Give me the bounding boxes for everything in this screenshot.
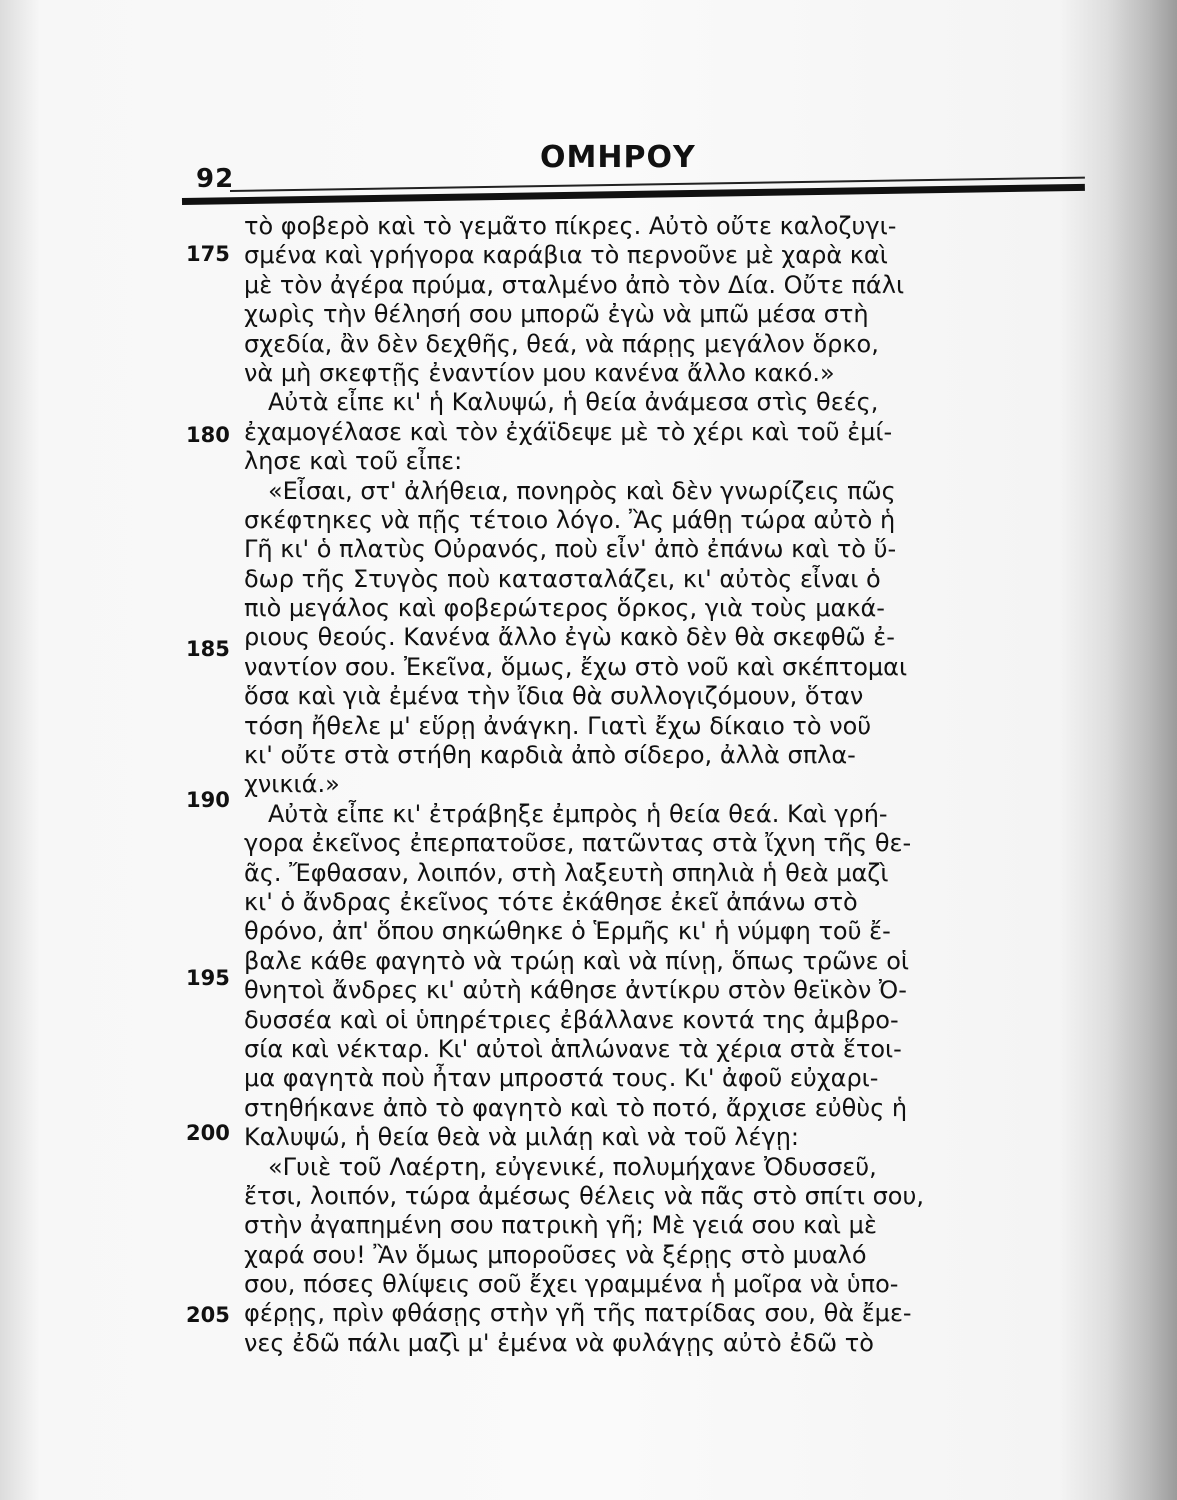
- text-line: δωρ τῆς Στυγὸς ποὺ κατασταλάζει, κι' αὐτὸς εἶναι ὁ: [244, 564, 881, 593]
- text-line: λησε καὶ τοῦ εἶπε:: [244, 447, 463, 476]
- text-line: σμένα καὶ γρήγορα καράβια τὸ περνοῦνε μὲ χαρὰ καὶ: [244, 241, 888, 270]
- text-line: «Γυιὲ τοῦ Λαέρτη, εὐγενικέ, πολυμήχανε Ὀδυσσεῦ,: [268, 1152, 877, 1181]
- page-edge-shadow: [1107, 0, 1177, 1500]
- line-number: 205: [186, 1303, 230, 1327]
- text-line: δυσσέα καὶ οἱ ὑπηρέτριες ἐβάλλανε κοντά της ἀμβρο-: [244, 1005, 899, 1034]
- line-number: 185: [186, 637, 230, 661]
- text-line: κι' ὁ ἄνδρας ἐκεῖνος τότε ἐκάθησε ἐκεῖ ἀπάνω στὸ: [244, 887, 858, 916]
- text-line: «Εἶσαι, στ' ἀλήθεια, πονηρὸς καὶ δὲν γνωρίζεις πῶς: [268, 476, 896, 505]
- line-number: 180: [186, 423, 230, 447]
- text-line: ᾶς. Ἔφθασαν, λοιπόν, στὴ λαξευτὴ σπηλιὰ ἡ θεὰ μαζὶ: [244, 858, 889, 887]
- text-line: σκέφτηκες νὰ πῇς τέτοιο λόγο. Ἂς μάθῃ τώρα αὐτὸ ἡ: [244, 505, 896, 534]
- text-line: μὲ τὸν ἀγέρα πρύμα, σταλμένο ἀπὸ τὸν Δία. Οὔτε πάλι: [244, 270, 905, 299]
- line-number: 195: [186, 966, 230, 990]
- text-line: Αὐτὰ εἶπε κι' ἡ Καλυψώ, ἡ θεία ἀνάμεσα στὶς θεές,: [268, 388, 879, 417]
- text-line: νὰ μὴ σκεφτῇς ἐναντίον μου κανένα ἄλλο κακό.»: [244, 358, 835, 387]
- text-line: βαλε κάθε φαγητὸ νὰ τρώῃ καὶ νὰ πίνῃ, ὅπως τρῶνε οἱ: [244, 946, 910, 975]
- text-line: ἐχαμογέλασε καὶ τὸν ἐχάϊδεψε μὲ τὸ χέρι καὶ τοῦ ἐμί-: [244, 417, 893, 446]
- text-line: μα φαγητὰ ποὺ ἦταν μπροστά τους. Κι' ἀφοῦ εὐχαρι-: [244, 1064, 879, 1093]
- text-line: Αὐτὰ εἶπε κι' ἐτράβηξε ἐμπρὸς ἡ θεία θεά. Καὶ γρή-: [268, 799, 888, 828]
- text-line: ριους θεούς. Κανένα ἄλλο ἐγὼ κακὸ δὲν θὰ σκεφθῶ ἐ-: [244, 623, 895, 652]
- text-line: τόση ἤθελε μ' εὕρῃ ἀνάγκη. Γιατὶ ἔχω δίκαιο τὸ νοῦ: [244, 711, 872, 740]
- body-text: [244, 212, 1094, 1358]
- text-line: πιὸ μεγάλος καὶ φοβερώτερος ὅρκος, γιὰ τοὺς μακά-: [244, 594, 885, 623]
- text-line: ἔτσι, λοιπόν, τώρα ἀμέσως θέλεις νὰ πᾶς στὸ σπίτι σου,: [244, 1181, 925, 1210]
- text-line: κι' οὔτε στὰ στήθη καρδιὰ ἀπὸ σίδερο, ἀλλὰ σπλα-: [244, 741, 856, 770]
- text-line: θρόνο, ἀπ' ὅπου σηκώθηκε ὁ Ἑρμῆς κι' ἡ νύμφη τοῦ ἔ-: [244, 917, 891, 946]
- text-line: τὸ φοβερὸ καὶ τὸ γεμᾶτο πίκρες. Αὐτὸ οὔτε καλοζυγι-: [244, 212, 897, 240]
- text-line: ὅσα καὶ γιὰ ἐμένα τὴν ἴδια θὰ συλλογιζόμουν, ὅταν: [244, 682, 864, 711]
- text-line: σου, πόσες θλίψεις σοῦ ἔχει γραμμένα ἡ μοῖρα νὰ ὑπο-: [244, 1270, 899, 1299]
- text-line: χαρά σου! Ἂν ὅμως μποροῦσες νὰ ξέρῃς στὸ μυαλό: [244, 1240, 867, 1269]
- text-line: Γῆ κι' ὁ πλατὺς Οὐρανός, ποὺ εἶν' ἀπὸ ἐπάνω καὶ τὸ ὕ-: [244, 535, 897, 564]
- header-rule-thick: [182, 184, 1085, 205]
- text-line: χνικιά.»: [244, 770, 340, 799]
- text-line: Καλυψώ, ἡ θεία θεὰ νὰ μιλάῃ καὶ νὰ τοῦ λέγῃ:: [244, 1123, 800, 1152]
- text-line: στηθήκανε ἀπὸ τὸ φαγητὸ καὶ τὸ ποτό, ἄρχισε εὐθὺς ἡ: [244, 1093, 908, 1122]
- text-line: χωρὶς τὴν θέλησή σου μπορῶ ἐγὼ νὰ μπῶ μέσα στὴ: [244, 300, 869, 329]
- text-line: στὴν ἀγαπημένη σου πατρικὴ γῆ; Μὲ γειά σου καὶ μὲ: [244, 1211, 877, 1240]
- text-line: ναντίον σου. Ἐκεῖνα, ὅμως, ἔχω στὸ νοῦ καὶ σκέπτομαι: [244, 652, 908, 681]
- page-number: 92: [196, 164, 235, 194]
- text-line: φέρῃς, πρὶν φθάσῃς στὴν γῆ τῆς πατρίδας σου, θὰ ἔμε-: [244, 1299, 912, 1328]
- text-line: θνητοὶ ἄνδρες κι' αὐτὴ κάθησε ἀντίκρυ στὸν θεϊκὸν Ὀ-: [244, 976, 907, 1005]
- text-line: σία καὶ νέκταρ. Κι' αὐτοὶ ἁπλώνανε τὰ χέρια στὰ ἕτοι-: [244, 1034, 902, 1063]
- line-number: 200: [186, 1121, 230, 1145]
- text-line: νες ἐδῶ πάλι μαζὶ μ' ἐμένα νὰ φυλάγῃς αὐτὸ ἐδῶ τὸ: [244, 1328, 874, 1357]
- running-head: ΟΜΗΡΟΥ: [540, 140, 696, 175]
- text-line: γορα ἐκεῖνος ἐπερπατοῦσε, πατῶντας στὰ ἴχνη τῆς θε-: [244, 829, 912, 858]
- line-number: 190: [186, 788, 230, 812]
- text-line: σχεδία, ἂν δὲν δεχθῆς, θεά, νὰ πάρῃς μεγάλον ὅρκο,: [244, 329, 879, 358]
- line-number: 175: [186, 242, 230, 266]
